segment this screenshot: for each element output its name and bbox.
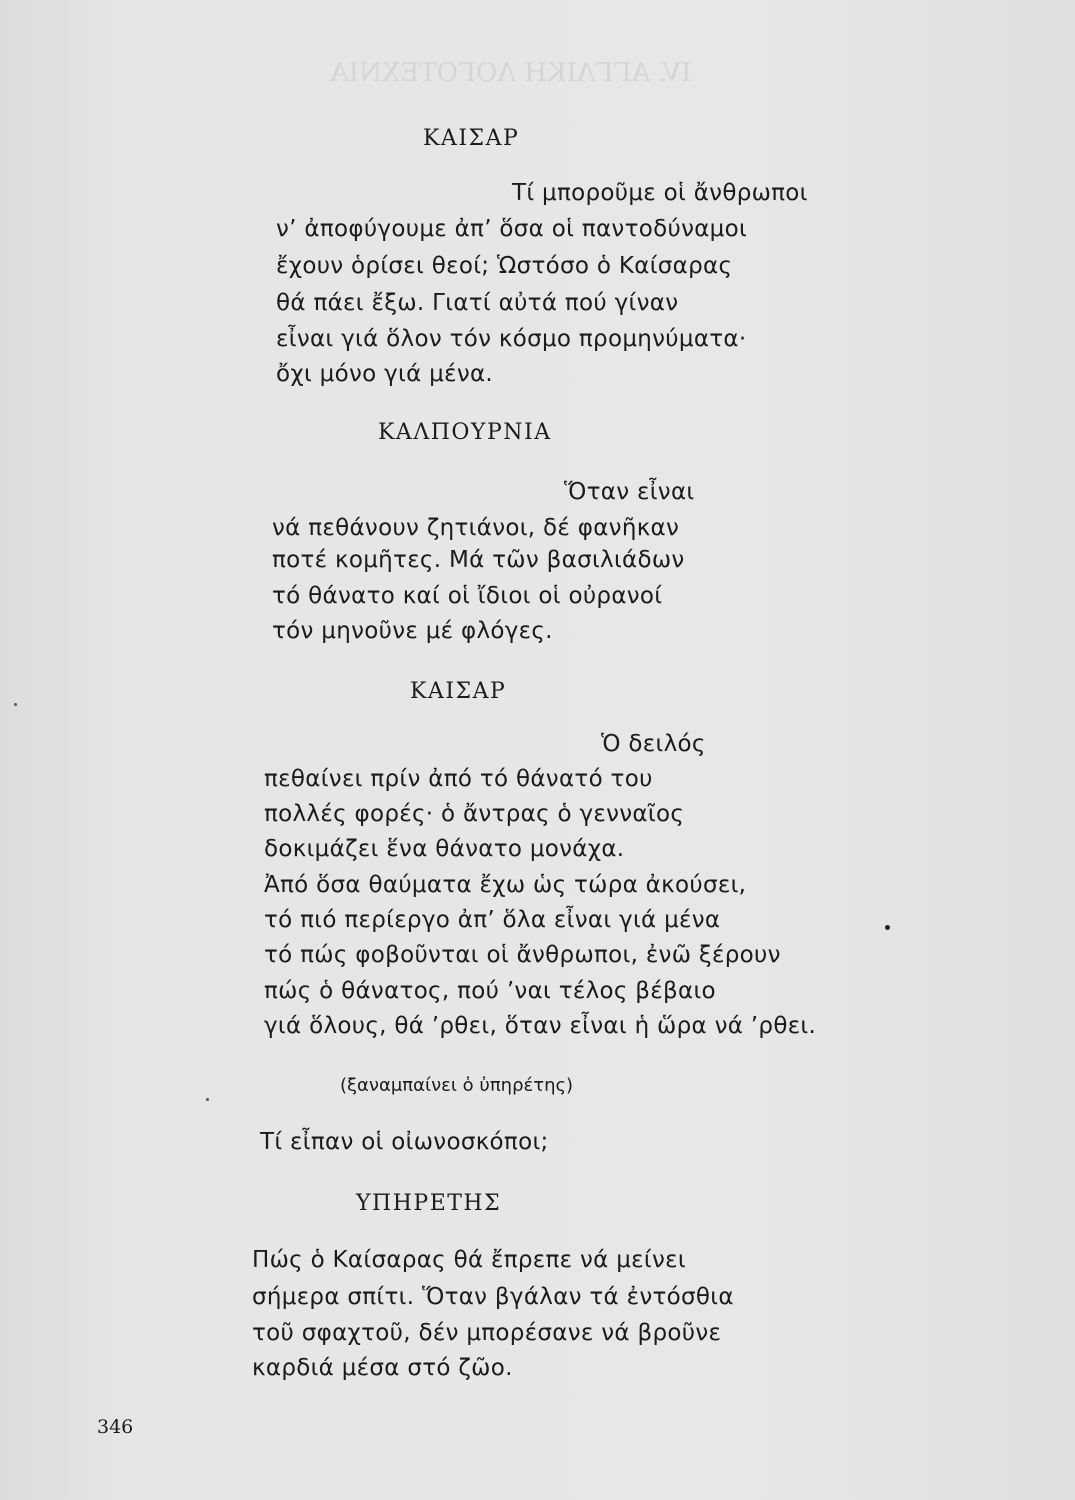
verse-line: Τί μποροῦμε οἱ ἄνθρωποι [512, 180, 808, 206]
verse-line: Ὁ δειλός [601, 731, 706, 757]
verse-line: τό πώς φοβοῦνται οἱ ἄνθρωποι, ἐνῶ ξέρουν [264, 942, 781, 968]
verse-line: Πώς ὁ Καίσαρας θά ἔπρεπε νά μείνει [252, 1247, 686, 1273]
verse-line: νά πεθάνουν ζητιάνοι, δέ φανῆκαν [272, 515, 680, 541]
speaker-kaisar-1: ΚΑΙΣΑΡ [423, 126, 520, 151]
verse-line: Τί εἶπαν οἱ οἰωνοσκόποι; [260, 1129, 549, 1155]
verse-line: τοῦ σφαχτοῦ, δέν μπορέσανε νά βροῦνε [252, 1320, 722, 1346]
speaker-ypiretis: ΥΠΗΡΕΤΗΣ [356, 1191, 502, 1216]
verse-line: πολλές φορές· ὁ ἄντρας ὁ γενναῖος [264, 801, 685, 827]
speaker-kalpournia: ΚΑΛΠΟΥΡΝΙΑ [378, 420, 552, 445]
verse-line: Ἀπό ὅσα θαύματα ἔχω ὡς τώρα ἀκούσει, [264, 872, 747, 898]
verse-line: εἶναι γιά ὅλον τόν κόσμο προμηνύματα· [276, 326, 747, 352]
scan-speck [14, 703, 17, 706]
verse-line: τό θάνατο καί οἱ ἴδιοι οἱ οὐρανοί [272, 583, 663, 609]
verse-line: τόν μηνοῦνε μέ φλόγες. [272, 618, 553, 644]
verse-line: πεθαίνει πρίν ἀπό τό θάνατό του [264, 766, 653, 792]
verse-line: τό πιό περίεργο ἀπ’ ὅλα εἶναι γιά μένα [264, 907, 721, 933]
verse-line: καρδιά μέσα στό ζῶο. [252, 1355, 513, 1381]
verse-line: ν’ ἀποφύγουμε ἀπ’ ὅσα οἱ παντοδύναμοι [276, 216, 748, 242]
page-number: 346 [97, 1416, 134, 1438]
verse-line: ὄχι μόνο γιά μένα. [276, 361, 494, 387]
verse-line: πώς ὁ θάνατος, πού ’ναι τέλος βέβαιο [264, 978, 716, 1004]
verse-line: Ὅταν εἶναι [564, 479, 695, 505]
verse-line: ποτέ κομῆτες. Μά τῶν βασιλιάδων [272, 547, 685, 573]
speaker-kaisar-2: ΚΑΙΣΑΡ [410, 679, 507, 704]
stage-direction: (ξαναμπαίνει ὁ ὑπηρέτης) [340, 1075, 574, 1096]
scan-speck [885, 925, 890, 930]
verse-line: σήμερα σπίτι. Ὅταν βγάλαν τά ἐντόσθια [252, 1284, 734, 1310]
scan-speck [206, 1098, 209, 1101]
verse-line: ἔχουν ὁρίσει θεοί; Ὡστόσο ὁ Καίσαρας [276, 253, 733, 279]
show-through-heading: IV. ΑΓΓΛΙΚΗ ΛΟΓΟΤΕΧΝΙΑ [330, 58, 692, 88]
verse-line: δοκιμάζει ἕνα θάνατο μονάχα. [264, 836, 625, 862]
verse-line: γιά ὅλους, θά ’ρθει, ὅταν εἶναι ἡ ὥρα νά ’ρθει. [264, 1013, 817, 1039]
verse-line: θά πάει ἔξω. Γιατί αὐτά πού γίναν [276, 290, 679, 316]
